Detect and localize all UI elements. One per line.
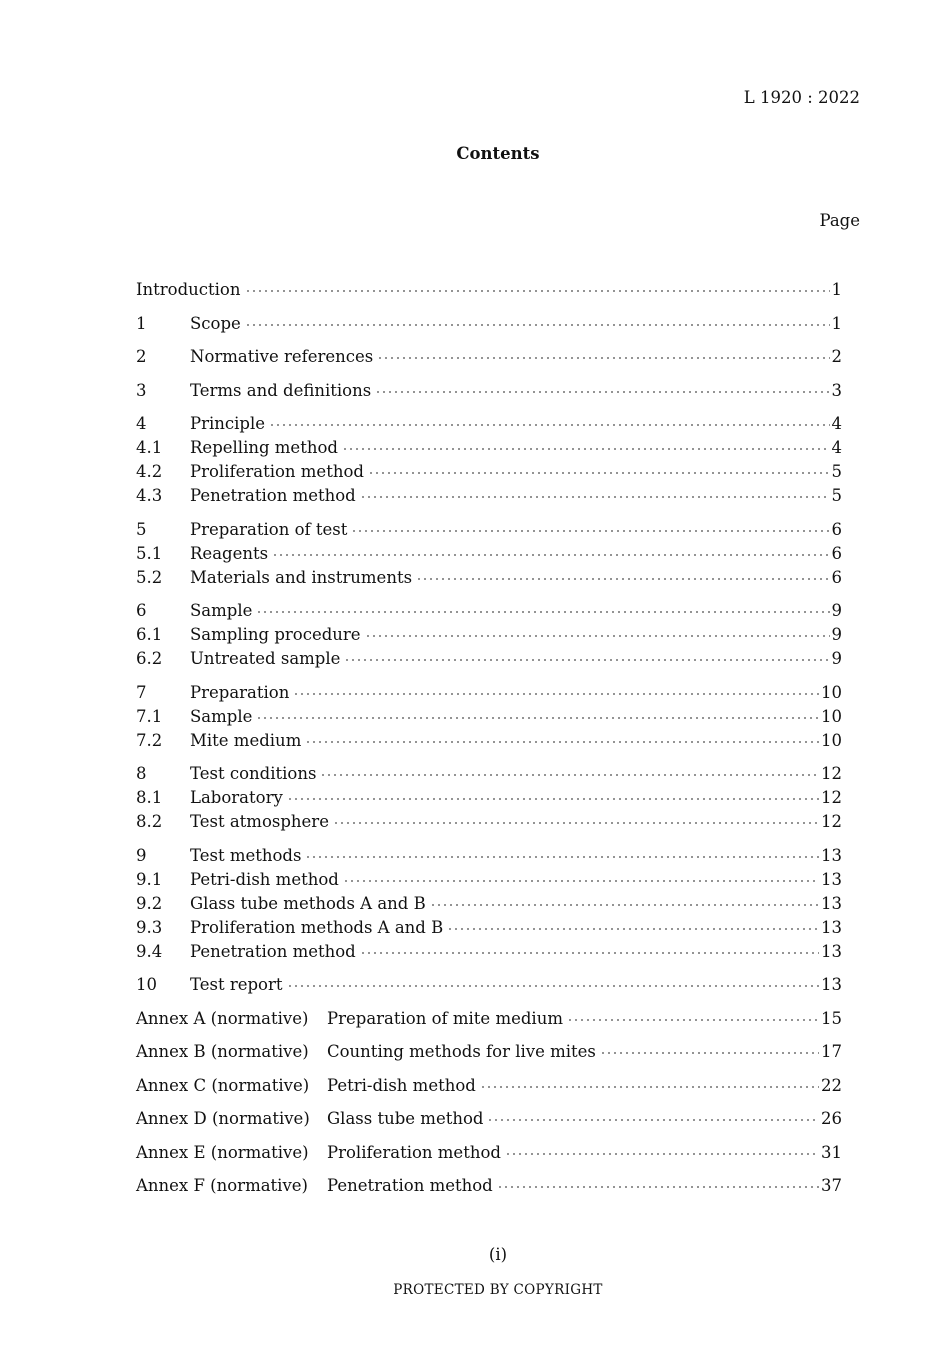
toc-entry-number: 4 — [136, 414, 147, 433]
toc-annex-entry[interactable] — [136, 1074, 842, 1098]
annex-title: Proliferation method — [327, 1142, 501, 1162]
toc-entry-title: Penetration method — [190, 941, 356, 961]
toc-entry-page: 17 — [821, 1042, 842, 1061]
toc-entry-number: 7 — [136, 682, 147, 702]
dot-leader — [305, 741, 819, 743]
toc-entry-number: 9.4 — [136, 941, 163, 961]
toc-entry-page: 12 — [821, 764, 842, 783]
dot-leader — [287, 798, 819, 800]
annex-designation: Annex C (normative) — [136, 1075, 310, 1095]
toc-entry[interactable] — [136, 379, 842, 403]
toc-entry-number: 9.3 — [136, 917, 163, 937]
toc-entry-title: Sample — [190, 706, 253, 726]
page-folio: (i) — [488, 1245, 508, 1264]
toc-entry-title: Normative references — [190, 347, 374, 366]
dot-leader — [416, 578, 829, 580]
toc-entry-title: Petri-dish method — [190, 869, 339, 889]
dot-leader — [600, 1052, 819, 1054]
toc-entry-page: 13 — [821, 893, 842, 913]
table-of-contents — [136, 278, 842, 1198]
toc-entry[interactable] — [136, 786, 842, 810]
toc-entry[interactable] — [136, 868, 842, 892]
toc-entry-page: 5 — [831, 486, 842, 505]
toc-entry-number: 1 — [136, 313, 147, 333]
toc-entry-number: 9 — [136, 845, 147, 865]
annex-designation: Annex E (normative) — [136, 1142, 309, 1162]
dot-leader — [333, 822, 819, 824]
toc-entry-page: 9 — [831, 601, 842, 620]
toc-entry[interactable] — [136, 566, 842, 590]
toc-entry-title: Reagents — [190, 543, 269, 563]
annex-designation: Annex B (normative) — [136, 1042, 309, 1061]
dot-leader — [430, 904, 819, 906]
toc-entry-page: 12 — [821, 788, 842, 807]
dot-leader — [342, 448, 830, 450]
toc-entry-number: 6 — [136, 601, 147, 620]
toc-entry-page: 9 — [831, 625, 842, 644]
annex-designation: Annex A (normative) — [136, 1008, 309, 1028]
dot-leader — [320, 774, 819, 776]
toc-entry-number: 4.1 — [136, 438, 163, 457]
toc-annex-entry[interactable] — [136, 1040, 842, 1064]
annex-title: Glass tube method — [327, 1109, 484, 1128]
toc-entry-title: Materials and instruments — [190, 567, 413, 587]
toc-entry[interactable] — [136, 916, 842, 940]
dot-leader — [360, 952, 819, 954]
toc-entry-page: 13 — [821, 845, 842, 865]
toc-entry-page: 2 — [831, 347, 842, 366]
toc-entry-title: Preparation — [190, 682, 290, 702]
toc-entry-title: Preparation of test — [190, 519, 348, 539]
toc-entry-number: 8.2 — [136, 812, 163, 831]
toc-entry[interactable] — [136, 647, 842, 671]
dot-leader — [351, 530, 829, 532]
toc-entry-page: 4 — [831, 438, 842, 457]
toc-annex-entry[interactable] — [136, 1141, 842, 1165]
toc-entry-number: 9.1 — [136, 869, 163, 889]
toc-entry-title: Test report — [190, 975, 283, 994]
toc-entry-title: Test conditions — [190, 764, 317, 783]
toc-entry-title: Proliferation method — [190, 462, 364, 481]
toc-entry-page: 1 — [831, 313, 842, 333]
dot-leader — [245, 324, 830, 326]
toc-entry-title: Scope — [190, 313, 241, 333]
dot-leader — [567, 1019, 819, 1021]
dot-leader — [245, 290, 830, 292]
toc-entry-page: 10 — [821, 682, 842, 702]
annex-title: Counting methods for live mites — [327, 1042, 596, 1061]
toc-entry-page: 6 — [831, 543, 842, 563]
toc-entry-number: 5.2 — [136, 567, 163, 587]
toc-entry[interactable] — [136, 345, 842, 369]
toc-entry[interactable] — [136, 542, 842, 566]
toc-entry[interactable] — [136, 762, 842, 786]
toc-entry-page: 9 — [831, 649, 842, 668]
toc-entry-title: Proliferation methods A and B — [190, 917, 444, 937]
dot-leader — [360, 496, 830, 498]
toc-entry-title: Glass tube methods A and B — [190, 893, 426, 913]
toc-entry[interactable] — [136, 705, 842, 729]
toc-entry[interactable] — [136, 518, 842, 542]
toc-entry-title: Principle — [190, 414, 266, 433]
toc-entry-number: 2 — [136, 347, 147, 366]
toc-entry-page: 26 — [821, 1109, 842, 1128]
toc-entry-title: Penetration method — [190, 486, 356, 505]
dot-leader — [256, 717, 819, 719]
toc-entry[interactable] — [136, 484, 842, 508]
toc-entry-page: 13 — [821, 975, 842, 994]
toc-entry[interactable] — [136, 973, 842, 997]
dot-leader — [447, 928, 819, 930]
page-column-header: Page — [819, 211, 860, 230]
toc-entry-page: 6 — [831, 519, 842, 539]
annex-title: Preparation of mite medium — [327, 1008, 563, 1028]
toc-entry-page: 12 — [821, 812, 842, 831]
annex-designation: Annex F (normative) — [136, 1176, 308, 1195]
toc-entry[interactable] — [136, 460, 842, 484]
document-id: L 1920 : 2022 — [743, 88, 860, 107]
dot-leader — [487, 1119, 819, 1121]
toc-entry-page: 31 — [821, 1142, 842, 1162]
toc-annex-entry[interactable] — [136, 1107, 842, 1131]
dot-leader — [365, 635, 830, 637]
toc-entry[interactable] — [136, 599, 842, 623]
toc-entry[interactable] — [136, 892, 842, 916]
dot-leader — [272, 554, 829, 556]
toc-entry-title: Test methods — [190, 845, 302, 865]
page-title: Contents — [456, 144, 540, 163]
toc-entry-page: 10 — [821, 706, 842, 726]
toc-entry-number: 9.2 — [136, 893, 163, 913]
toc-entry-title: Sample — [190, 601, 253, 620]
toc-entry-number: 7.2 — [136, 730, 163, 750]
toc-entry-title: Introduction — [136, 280, 241, 299]
toc-entry[interactable] — [136, 729, 842, 753]
toc-entry-title: Repelling method — [190, 438, 338, 457]
toc-entry-number: 3 — [136, 380, 147, 400]
toc-entry-number: 8.1 — [136, 788, 163, 807]
toc-entry-page: 13 — [821, 941, 842, 961]
dot-leader — [343, 880, 819, 882]
toc-entry[interactable] — [136, 810, 842, 834]
toc-entry-introduction[interactable] — [136, 278, 842, 302]
toc-entry-page: 13 — [821, 917, 842, 937]
copyright-notice: PROTECTED BY COPYRIGHT — [393, 1282, 603, 1298]
toc-entry[interactable] — [136, 940, 842, 964]
dot-leader — [287, 985, 820, 987]
toc-entry-title: Terms and definitions — [190, 380, 372, 400]
toc-entry-page: 6 — [831, 567, 842, 587]
dot-leader — [344, 659, 829, 661]
toc-entry-number: 8 — [136, 764, 147, 783]
toc-entry-page: 22 — [821, 1075, 842, 1095]
toc-entry-number: 10 — [136, 975, 157, 994]
toc-entry-page: 13 — [821, 869, 842, 889]
toc-entry-title: Test atmosphere — [190, 812, 329, 831]
dot-leader — [497, 1186, 819, 1188]
toc-entry-page: 5 — [831, 462, 842, 481]
toc-entry-title: Laboratory — [190, 788, 283, 807]
toc-entry-page: 37 — [821, 1176, 842, 1195]
toc-entry-title: Mite medium — [190, 730, 302, 750]
toc-entry-page: 4 — [831, 414, 842, 433]
toc-entry-number: 4.2 — [136, 462, 163, 481]
toc-entry[interactable] — [136, 436, 842, 460]
toc-entry[interactable] — [136, 844, 842, 868]
annex-designation: Annex D (normative) — [136, 1109, 310, 1128]
dot-leader — [377, 357, 829, 359]
dot-leader — [256, 611, 829, 613]
dot-leader — [293, 693, 819, 695]
dot-leader — [305, 856, 819, 858]
toc-entry-number: 6.1 — [136, 625, 163, 644]
toc-entry-number: 5.1 — [136, 543, 163, 563]
toc-annex-entry[interactable] — [136, 1007, 842, 1031]
toc-entry[interactable] — [136, 312, 842, 336]
annex-title: Petri-dish method — [327, 1075, 476, 1095]
dot-leader — [375, 391, 829, 393]
toc-entry[interactable] — [136, 623, 842, 647]
dot-leader — [480, 1086, 819, 1088]
dot-leader — [505, 1153, 819, 1155]
toc-entry-page: 1 — [831, 280, 842, 299]
dot-leader — [368, 472, 830, 474]
toc-entry-page: 10 — [821, 730, 842, 750]
toc-entry-page: 15 — [821, 1008, 842, 1028]
toc-entry-page: 3 — [831, 380, 842, 400]
toc-entry-number: 4.3 — [136, 486, 163, 505]
toc-entry-title: Sampling procedure — [190, 625, 361, 644]
toc-entry[interactable] — [136, 412, 842, 436]
dot-leader — [269, 424, 829, 426]
toc-annex-entry[interactable] — [136, 1174, 842, 1198]
annex-title: Penetration method — [327, 1176, 493, 1195]
toc-entry-number: 7.1 — [136, 706, 163, 726]
toc-entry-title: Untreated sample — [190, 649, 341, 668]
toc-entry-number: 5 — [136, 519, 147, 539]
toc-entry-number: 6.2 — [136, 649, 163, 668]
toc-entry[interactable] — [136, 681, 842, 705]
